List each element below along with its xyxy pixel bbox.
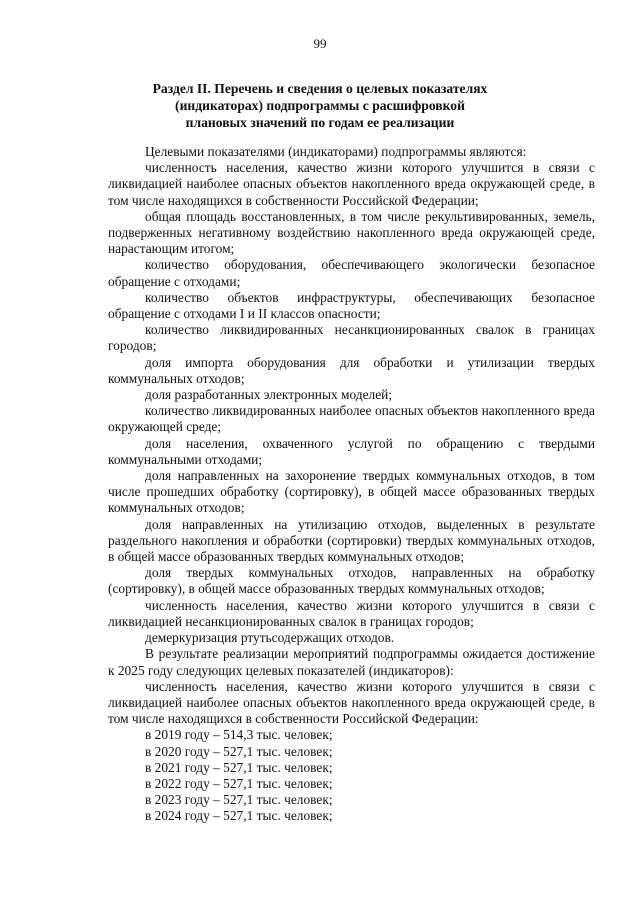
- paragraph: количество оборудования, обеспечивающего экологически безопасное обращение с отходами;: [108, 257, 595, 289]
- paragraph: общая площадь восстановленных, в том числе рекультивированных, земель, подверженных негативному воздействию накопленного вреда окружающей среде, нарастающим итогом;: [108, 208, 595, 257]
- paragraph: доля разработанных электронных моделей;: [145, 387, 393, 403]
- paragraph: доля направленных на захоронение твердых коммунальных отходов, в том числе прошедших обработку (сортировку), в общей массе образованных твердых коммунальных отходов;: [108, 468, 595, 516]
- year-value-item: в 2022 году – 527,1 тыс. человек;: [145, 775, 333, 791]
- paragraph: количество ликвидированных несанкционированных свалок в границах городов;: [108, 322, 595, 354]
- year-value-item: в 2020 году – 527,1 тыс. человек;: [145, 743, 333, 759]
- section-title: [110, 80, 530, 131]
- year-values-list: [108, 727, 595, 824]
- paragraph: количество ликвидированных наиболее опасных объектов накопленного вреда окружающей среде;: [108, 403, 595, 435]
- section-title-line: Раздел II. Перечень и сведения о целевых показателях: [152, 81, 488, 96]
- paragraph: численность населения, качество жизни которого улучшится в связи с ликвидацией несанкционированных свалок в границах городов;: [108, 597, 595, 629]
- paragraph: В результате реализации мероприятий подпрограммы ожидается достижение к 2025 году следующих целевых показателей (индикаторов):: [108, 646, 595, 678]
- paragraph: доля направленных на утилизацию отходов, выделенных в результате раздельного накопления и обработки (сортировки) твердых коммунальных отходов, в общей массе образованных твердых коммунальных отходов;: [108, 516, 595, 565]
- paragraph: демеркуризация ртутьсодержащих отходов.: [145, 630, 395, 646]
- year-value-item: в 2021 году – 527,1 тыс. человек;: [145, 759, 333, 775]
- paragraph: численность населения, качество жизни которого улучшится в связи с ликвидацией наиболее опасных объектов накопленного вреда окружающей среде, в том числе находящихся в собственности Российской Федерации:: [108, 678, 595, 727]
- section-title-line: плановых значений по годам ее реализации: [185, 115, 455, 130]
- paragraph: доля населения, охваченного услугой по обращению с твердыми коммунальными отходами;: [108, 435, 595, 467]
- page-number: 99: [313, 36, 327, 51]
- year-value-item: в 2024 году – 527,1 тыс. человек;: [145, 808, 333, 824]
- section-title-line: (индикаторах) подпрограммы с расшифровкой: [175, 98, 465, 113]
- body-text: [108, 144, 595, 825]
- paragraph: Целевыми показателями (индикаторами) подпрограммы являются:: [145, 144, 527, 159]
- paragraph: количество объектов инфраструктуры, обеспечивающих безопасное обращение с отходами I и II классов опасности;: [108, 289, 595, 322]
- year-value-item: в 2019 году – 514,3 тыс. человек;: [145, 727, 333, 743]
- year-value-item: в 2023 году – 527,1 тыс. человек;: [145, 792, 333, 808]
- paragraph: доля твердых коммунальных отходов, направленных на обработку (сортировку), в общей массе образованных твердых коммунальных отходов;: [108, 565, 595, 597]
- paragraph: численность населения, качество жизни которого улучшится в связи с ликвидацией наиболее опасных объектов накопленного вреда окружающей среде, в том числе находящихся в собственности Российской Федерации;: [108, 160, 595, 208]
- paragraph: доля импорта оборудования для обработки и утилизации твердых коммунальных отходов;: [108, 354, 595, 386]
